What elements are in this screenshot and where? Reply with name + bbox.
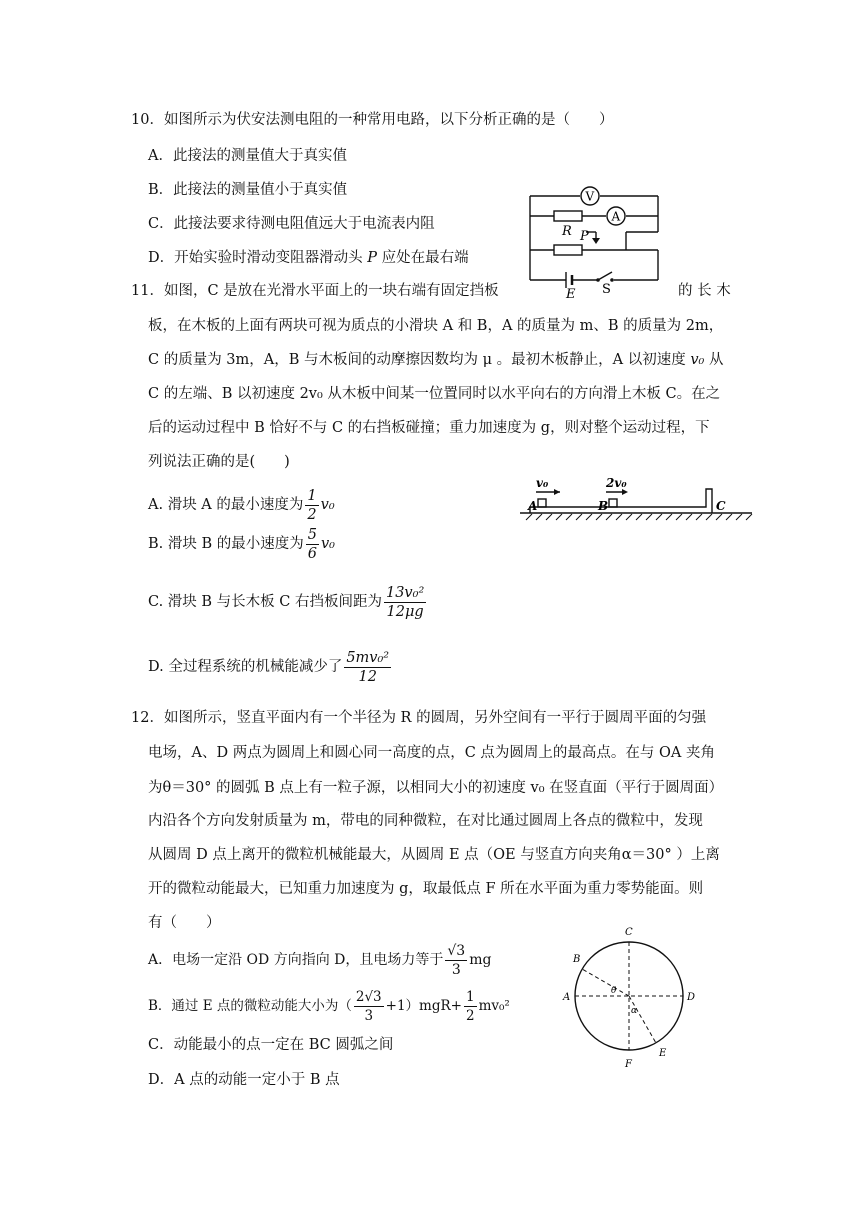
q10-option-d-text: D．开始实验时滑动变阻器滑动头 — [148, 250, 368, 266]
q11-stem-line5: 后的运动过程中 B 恰好不与 C 的右挡板碰撞；重力加速度为 g，则对整个运动过程，下 — [148, 420, 710, 436]
frac-num: 2√3 — [355, 989, 382, 1005]
frac-den: 12μg — [386, 603, 424, 620]
q12-fig-b-label: B — [573, 954, 581, 965]
frac-den: 12 — [358, 668, 377, 685]
q10-stem: 10．如图所示为伏安法测电阻的一种常用电路，以下分析正确的是（ ） — [131, 112, 614, 128]
frac-num: 5 — [307, 526, 317, 543]
q12-option-a-fraction — [445, 942, 467, 979]
q11-stem-line3-var: v₀ — [690, 352, 705, 368]
frac-num: 1 — [465, 989, 475, 1005]
q11-option-d-text: D. 全过程系统的机械能减少了 — [148, 659, 343, 675]
q12-option-a-text: A．电场一定沿 OD 方向指向 D，且电场力等于 — [148, 952, 444, 968]
q11-fig-2v0-label: 2v₀ — [606, 476, 627, 490]
q11-option-b-var: v₀ — [320, 536, 335, 552]
frac-num: 1 — [307, 487, 317, 504]
q11-stem-line3-tail: 从 — [704, 352, 724, 368]
q11-option-a-text: A. 滑块 A 的最小速度为 — [148, 497, 304, 513]
q11-stem-line1: 11．如图，C 是放在光滑水平面上的一块右端有固定挡板 — [131, 283, 499, 299]
frac-den: 2 — [465, 1008, 475, 1024]
q10-fig-resistor-label: R — [562, 224, 572, 239]
frac-den: 2 — [307, 506, 317, 523]
q12-circle-diagram — [555, 922, 715, 1074]
q12-option-c: C．动能最小的点一定在 BC 圆弧之间 — [148, 1037, 394, 1053]
q10-option-d-var: P — [367, 250, 377, 266]
q12-option-b-fraction1 — [354, 988, 384, 1025]
q12-option-b — [148, 986, 510, 1026]
q12-stem-line4: 内沿各个方向发射质量为 m，带电的同种微粒，在对比通过圆周上各点的微粒中，发现 — [148, 813, 703, 829]
q10-fig-voltmeter-label: V — [585, 189, 595, 204]
q10-fig-ammeter-label: A — [611, 209, 621, 224]
q10-fig-slider-label: P — [580, 229, 589, 244]
q11-fig-b-label: B — [598, 499, 609, 513]
q12-stem-line5: 从圆周 D 点上离开的微粒机械能最大，从圆周 E 点（OE 与竖直方向夹角α＝30° ）上离 — [148, 847, 720, 863]
q11-option-c-fraction — [384, 584, 426, 621]
q12-option-b-fraction2 — [464, 988, 477, 1025]
q12-stem-line6: 开的微粒动能最大，已知重力加速度为 g，取最低点 F 所在水平面为重力零势能面。则 — [148, 881, 704, 897]
q11-fig-c-label: C — [716, 499, 726, 513]
q12-stem-line2: 电场，A、D 两点为圆周上和圆心同一高度的点，C 点为圆周上的最高点。在与 OA 夹角 — [148, 745, 715, 761]
q10-option-c: C．此接法要求待测电阻值远大于电流表内阻 — [148, 216, 435, 232]
q10-option-a: A．此接法的测量值大于真实值 — [148, 148, 347, 164]
frac-num: 13v₀² — [385, 584, 425, 601]
q11-option-d — [148, 647, 393, 687]
q11-option-c-text: C. 滑块 B 与长木板 C 右挡板间距为 — [148, 594, 382, 610]
q12-stem-line3: 为θ＝30° 的圆弧 B 点上有一粒子源，以相同大小的初速度 v₀ 在竖直面（平行于圆周面） — [148, 780, 724, 796]
q12-option-b-mid: +1）mgR+ — [385, 998, 462, 1014]
frac-num: √3 — [447, 942, 466, 959]
q11-fig-v0-label: v₀ — [536, 476, 549, 490]
q12-fig-alpha-label: α — [631, 1006, 638, 1016]
q11-stem-line3 — [148, 350, 723, 370]
q12-fig-d-label: D — [687, 992, 696, 1003]
q12-stem-line7: 有（ ） — [148, 915, 221, 931]
q12-fig-a-label: A — [563, 992, 571, 1003]
q11-option-b-fraction — [306, 526, 319, 563]
q11-option-a — [148, 485, 335, 525]
frac-num: 5mv₀² — [346, 649, 390, 666]
q11-stem-line2: 板，在木板的上面有两块可视为质点的小滑块 A 和 B，A 的质量为 m、B 的质量为 2m， — [148, 318, 724, 334]
q12-option-a — [148, 940, 491, 980]
frac-den: 3 — [451, 961, 461, 978]
q12-option-a-unit: mg — [469, 952, 492, 968]
q11-board-diagram — [520, 474, 760, 524]
frac-den: 6 — [307, 545, 317, 562]
q11-option-c — [148, 582, 428, 622]
q12-fig-e-label: E — [659, 1048, 667, 1059]
q11-option-b — [148, 524, 335, 564]
q12-option-d: D．A 点的动能一定小于 B 点 — [148, 1072, 340, 1088]
q10-option-d — [148, 248, 469, 268]
q12-stem-line1: 12．如图所示，竖直平面内有一个半径为 R 的圆周，另外空间有一平行于圆周平面的匀强 — [131, 710, 707, 726]
q11-option-d-fraction — [344, 649, 391, 686]
q11-stem-line1-tail: 的 长 木 — [678, 283, 731, 299]
q10-option-d-tail: 应处在最右端 — [377, 250, 469, 266]
q12-fig-theta-label: θ — [611, 986, 617, 996]
q12-fig-f-label: F — [625, 1059, 632, 1070]
q10-fig-switch-label: S — [602, 282, 611, 297]
q12-fig-c-label: C — [625, 927, 633, 938]
q10-fig-battery-label: E — [566, 287, 576, 302]
frac-den: 3 — [364, 1008, 374, 1024]
q11-fig-a-label: A — [528, 499, 538, 513]
q11-option-a-fraction — [305, 487, 318, 524]
q11-option-b-text: B. 滑块 B 的最小速度为 — [148, 536, 304, 552]
q10-circuit-diagram — [520, 180, 670, 300]
q12-option-b-tail: mv₀² — [478, 998, 510, 1014]
q10-option-b: B．此接法的测量值小于真实值 — [148, 182, 348, 198]
q11-stem-line3-text: C 的质量为 3m，A，B 与木板间的动摩擦因数均为 μ 。最初木板静止，A 以初速度 — [148, 352, 691, 368]
q11-stem-line4: C 的左端、B 以初速度 2v₀ 从木板中间某一位置同时以水平向右的方向滑上木板 C。在之 — [148, 386, 721, 402]
q11-option-a-var: v₀ — [320, 497, 335, 513]
q11-stem-line6: 列说法正确的是( ) — [148, 454, 290, 470]
q12-option-b-text: B．通过 E 点的微粒动能大小为（ — [148, 998, 352, 1014]
